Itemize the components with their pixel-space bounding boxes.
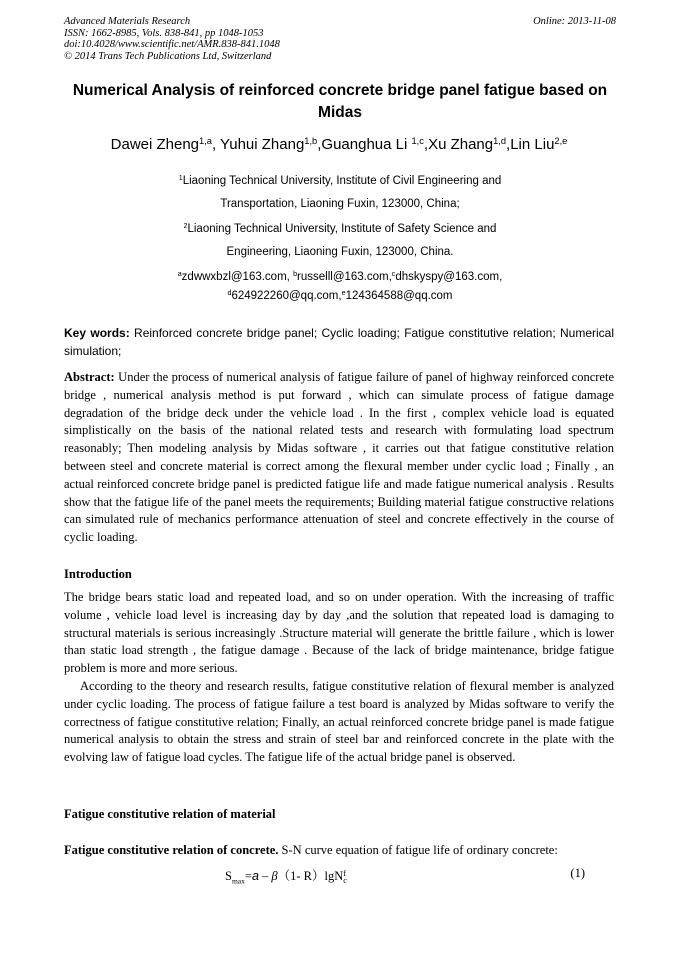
affiliation-line: Liaoning Technical University, Institute of Safety Science and: [187, 223, 497, 235]
introduction-body: [64, 589, 614, 767]
paper-title: [60, 80, 620, 124]
author-sep: ,: [317, 136, 322, 153]
abstract: [64, 369, 614, 547]
author-name: Dawei Zheng: [110, 136, 200, 153]
keywords: [64, 324, 614, 360]
affiliation-line: Liaoning Technical University, Institute of Civil Engineering and: [182, 175, 502, 187]
subsection-heading: Fatigue constitutive relation of concrete.: [64, 843, 279, 857]
author-name: Guanghua Li: [321, 136, 412, 153]
author-sup: 1,a: [199, 135, 212, 146]
paragraph: The bridge bears static load and repeated load, and so on under operation. With the increasing of traffic volume , vehicle load level is increasing day by day ,and the solution that repeated load is damaging to structural materials is serious increasingly .Structure material will generate the brittle failure , which is lower than static load strength , the fatigue damage . Because of the lack of bridge maintenance, bridge fatigue problem is more and more serious.: [64, 590, 614, 676]
eq-equals: =: [244, 869, 252, 883]
title-line-2: Midas: [318, 104, 362, 121]
author-sep: ,: [423, 136, 429, 153]
abstract-text: Under the process of numerical analysis of fatigue failure of panel of highway reinforced concrete bridge , numerical analysis method is put forward , which can simulate process of fatigue damage degradation of the bridge deck under the vehicle load . In the first , complex vehicle load is equated simplistically on the basis of the national related tests and research with formulating load spectrum reasonably; Then modeling analysis by Midas software , it carries out that fatigue constitutive relation between steel and concrete material is correct among the flexural member under cyclic load ; Finally , an actual reinforced concrete bridge panel is predicted fatigue life and made fatigue numerical analysis . Results show that the fatigue life of the panel meets the requirements; Building material fatigue constructive relations can simulated rule of mechanics performance attenuation of steel and concrete effectively in the course of cyclic loading.: [64, 370, 614, 545]
email[interactable]: zdwwxbzl@163.com,: [181, 271, 294, 283]
keywords-text: Reinforced concrete bridge panel; Cyclic loading; Fatigue constitutive relation; Numerical simulation;: [64, 326, 615, 358]
affiliation-line: Transportation, Liaoning Fuxin, 123000, China;: [220, 197, 460, 210]
email-sup: d: [227, 289, 232, 298]
email[interactable]: dhskyspy@163.com,: [395, 271, 503, 283]
subsection-text: S-N curve equation of fatigue life of ordinary concrete:: [278, 843, 558, 857]
subsection-concrete: [64, 842, 614, 860]
author-name: Xu Zhang: [428, 136, 494, 153]
eq-s: S: [225, 869, 232, 883]
eq-minus: –: [258, 869, 272, 883]
affiliation-2: [60, 218, 620, 263]
eq-n-sup: f: [343, 869, 346, 879]
eq-n-sub: c: [343, 876, 347, 886]
email-list: [60, 268, 620, 306]
journal-name: Advanced Materials Research: [64, 16, 191, 27]
keywords-label: Key words:: [64, 326, 135, 340]
author-list: [40, 135, 638, 155]
paragraph: According to the theory and research results, fatigue constitutive relation of flexural member is analyzed under cyclic loading. The process of fatigue failure a test board is analyzed by Midas software to verify the correctness of fatigue constitutive relation; Finally, an actual reinforced concrete bridge panel is made fatigue numerical analysis to obtain the stress and strain of steel bar and reinforced concrete in the plate with the evolving law of fatigue load cycles. The fatigue life of the actual bridge panel is observed.: [64, 678, 614, 765]
email-sup: c: [391, 270, 396, 279]
abstract-label: Abstract:: [64, 370, 119, 384]
author-sup: 2,e: [554, 135, 568, 146]
author-sup: 1,b: [304, 135, 318, 146]
affiliation-1: [60, 170, 620, 215]
equation-1: [225, 866, 585, 886]
eq-beta: β: [271, 869, 278, 883]
email[interactable]: 124364588@qq.com: [345, 290, 453, 302]
author-name: Lin Liu: [510, 136, 555, 153]
equation-number: (1): [570, 866, 585, 880]
affiliation-line: Engineering, Liaoning Fuxin, 123000, China.: [226, 245, 454, 258]
copyright-line: © 2014 Trans Tech Publications Ltd, Switzerland: [64, 50, 272, 62]
title-line-1: Numerical Analysis of reinforced concrete bridge panel fatigue based on: [72, 82, 608, 99]
issn-line: ISSN: 1662-8985, Vols. 838-841, pp 1048-1053: [64, 27, 264, 39]
journal-header: [64, 16, 616, 62]
eq-paren: （1- R）: [277, 869, 325, 883]
eq-s-sub: max: [231, 876, 245, 886]
author-sup: 1,c: [411, 135, 424, 146]
affiliation-sup: 2: [183, 222, 188, 231]
eq-alpha: a: [251, 869, 259, 883]
email[interactable]: 624922260@qq.com,: [231, 290, 342, 302]
section-heading-introduction: Introduction: [64, 567, 132, 581]
author-name: Yuhui Zhang: [220, 136, 305, 153]
email-sup: b: [293, 270, 298, 279]
author-sup: 1,d: [493, 135, 507, 146]
email-sup: a: [177, 270, 182, 279]
email[interactable]: russelll@163.com,: [297, 271, 392, 283]
author-sep: ,: [211, 136, 221, 153]
affiliation-sup: 1: [178, 174, 183, 183]
online-date: Online: 2013-11-08: [533, 16, 616, 27]
email-sup: e: [341, 289, 346, 298]
author-sep: ,: [506, 136, 511, 153]
eq-lgn: lgN: [324, 869, 344, 883]
section-heading-fatigue: Fatigue constitutive relation of material: [64, 807, 276, 821]
doi-line: doi:10.4028/www.scientific.net/AMR.838-841.1048: [64, 39, 280, 50]
